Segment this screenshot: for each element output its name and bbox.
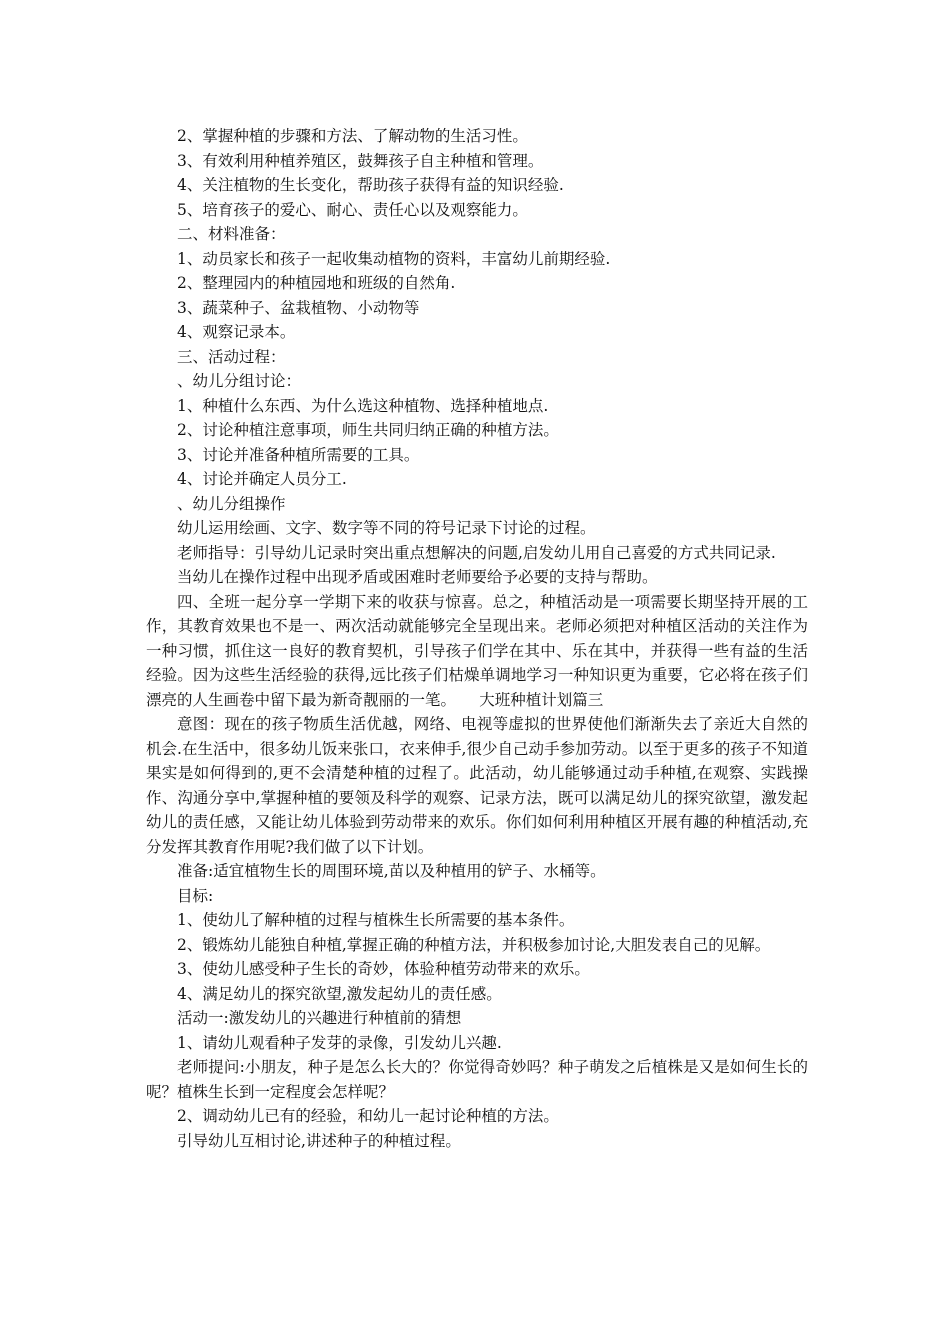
body-paragraph: 引导幼儿互相讨论,讲述种子的种植过程。 (177, 1131, 461, 1150)
list-item: 3、使幼儿感受种子生长的奇妙，体验种植劳动带来的欢乐。 (177, 960, 590, 978)
list-item: 4、讨论并确定人员分工. (177, 470, 347, 488)
section-heading: 二、材料准备： (177, 225, 286, 243)
list-item: 5、培育孩子的爱心、耐心、责任心以及观察能力。 (177, 200, 528, 219)
list-item: 3、蔬菜种子、盆栽植物、小动物等 (177, 298, 420, 317)
list-item: 2、掌握种植的步骤和方法、了解动物的生活习性。 (177, 127, 528, 145)
list-item: 3、有效利用种植养殖区，鼓舞孩子自主种植和管理。 (177, 151, 544, 170)
body-paragraph: 当幼儿在操作过程中出现矛盾或困难时老师要给予必要的支持与帮助。 (177, 568, 658, 586)
body-paragraph: 四、全班一起分享一学期下来的收获与惊喜。总之，种植活动是一项需要长期坚持开展的工作，其教育效果也不是一、两次活动就能够完全呈现出来。老师必须把对种植区活动的关注作为一种习惯，抓住这一良好的教育契机，引导孩子们学在其中、乐在其中，并获得一些有益的生活经验。因为这些生活经验的获得,远比孩子们枯燥单调地学习一种知识更为重要，它必将在孩子们漂亮的人生画卷中留下最为新奇靓丽的一笔。 大班种植计划篇三 (146, 592, 808, 709)
body-paragraph: 老师指导：引导幼儿记录时突出重点想解决的问题,启发幼儿用自己喜爱的方式共同记录. (177, 543, 776, 562)
document-body (146, 124, 808, 1153)
list-item: 1、请幼儿观看种子发芽的录像，引发幼儿兴趣. (177, 1033, 502, 1052)
section-heading: 活动一:激发幼儿的兴趣进行种植前的猜想 (177, 1009, 462, 1027)
subsection-heading: 、幼儿分组操作 (177, 494, 286, 513)
list-item: 2、锻炼幼儿能独自种植,掌握正确的种植方法，并积极参加讨论,大胆发表自己的见解。 (177, 935, 771, 954)
list-item: 2、讨论种植注意事项，师生共同归纳正确的种植方法。 (177, 421, 559, 439)
list-item: 1、动员家长和孩子一起收集动植物的资料，丰富幼儿前期经验. (177, 249, 611, 268)
section-heading: 三、活动过程： (177, 347, 286, 366)
body-paragraph: 准备:适宜植物生长的周围环境,苗以及种植用的铲子、水桶等。 (177, 862, 606, 880)
subsection-heading: 、幼儿分组讨论： (177, 372, 302, 390)
list-item: 3、讨论并准备种植所需要的工具。 (177, 445, 420, 464)
section-heading: 目标: (177, 886, 214, 905)
list-item: 2、整理园内的种植园地和班级的自然角. (177, 274, 456, 292)
list-item: 4、满足幼儿的探究欲望,激发起幼儿的责任感。 (177, 984, 502, 1003)
list-item: 4、观察记录本。 (177, 323, 296, 341)
body-paragraph: 老师提问:小朋友，种子是怎么长大的？你觉得奇妙吗？种子萌发之后植株是又是如何生长的呢？植株生长到一定程度会怎样呢？ (146, 1058, 808, 1101)
list-item: 4、关注植物的生长变化，帮助孩子获得有益的知识经验. (177, 176, 564, 194)
list-item: 2、调动幼儿已有的经验，和幼儿一起讨论种植的方法。 (177, 1107, 559, 1125)
list-item: 1、使幼儿了解种植的过程与植株生长所需要的基本条件。 (177, 911, 575, 929)
body-paragraph: 意图：现在的孩子物质生活优越，网络、电视等虚拟的世界使他们渐渐失去了亲近大自然的机会.在生活中，很多幼儿饭来张口，衣来伸手,很少自己动手参加劳动。以至于更多的孩子不知道果实是如何得到的,更不会清楚种植的过程了。此活动，幼儿能够通过动手种植,在观察、实践操作、沟通分享中,掌握种植的要领及科学的观察、记录方法，既可以满足幼儿的探究欲望，激发起幼儿的责任感，又能让幼儿体验到劳动带来的欢乐。你们如何利用种植区开展有趣的种植活动,充分发挥其教育作用呢?我们做了以下计划。 (146, 715, 808, 856)
body-paragraph: 幼儿运用绘画、文字、数字等不同的符号记录下讨论的过程。 (177, 519, 596, 537)
list-item: 1、种植什么东西、为什么选这种植物、选择种植地点. (177, 396, 549, 415)
